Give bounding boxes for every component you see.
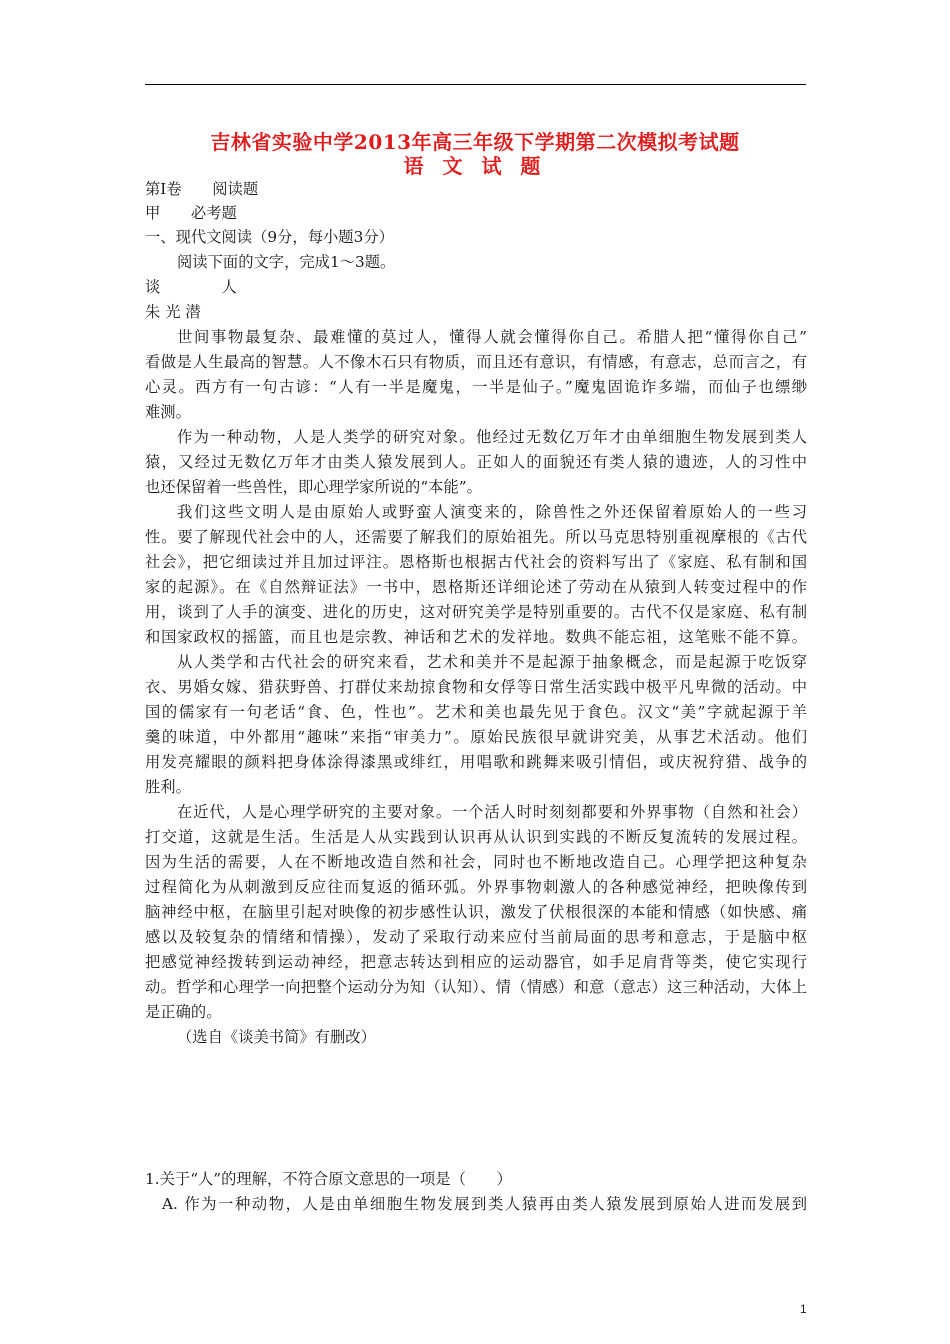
article-author: 朱 光 潜	[145, 303, 201, 321]
article-source: （选自《谈美书简》有删改）	[177, 1028, 376, 1046]
article-line: 和国家政权的摇篮，而且也是宗教、神话和艺术的发祥地。数典不能忘祖，这笔账不能不算。	[145, 628, 807, 646]
article-line: 家的起源》。在《自然辩证法》一书中，恩格斯还详细论述了劳动在从猿到人转变过程中的作	[145, 578, 807, 596]
article-line: 国的儒家有一句老话“食、色，性也”。艺术和美也最先见于食色。汉文“美”字就起源于羊	[145, 703, 807, 721]
article-line: 在近代，人是心理学研究的主要对象。一个活人时时刻刻都要和外界事物（自然和社会）	[177, 803, 807, 821]
question-stem: 1.关于“人”的理解，不符合原文意思的一项是（ ）	[145, 1170, 512, 1188]
article-line: 看做是人生最高的智慧。人不像木石只有物质，而且还有意识，有情感，有意志，总而言之，有	[145, 353, 807, 371]
article-line: 心灵。西方有一句古谚：“人有一半是魔鬼，一半是仙子。”魔鬼固诡诈多端，而仙子也缥缈	[145, 378, 807, 396]
article-line: 猿，又经过无数亿万年才由类人猿发展到人。正如人的面貌还有类人猿的遗迹，人的习性中	[145, 453, 807, 471]
article-line: 性。要了解现代社会中的人，还需要了解我们的原始祖先。所以马克思特别重视摩根的《古代	[145, 528, 807, 546]
article-line: 我们这些文明人是由原始人或野蛮人演变来的，除兽性之外还保留着原始人的一些习	[177, 503, 807, 521]
article-line: 从人类学和古代社会的研究来看，艺术和美并不是起源于抽象概念，而是起源于吃饭穿	[177, 653, 807, 671]
exam-subtitle: 语 文 试 题	[403, 154, 547, 178]
article-line: 胜利。	[145, 778, 191, 796]
part-heading: 甲 必考题	[145, 204, 237, 222]
article-line: 作为一种动物，人是人类学的研究对象。他经过无数亿万年才由单细胞生物发展到类人	[177, 428, 807, 446]
article-line: 用发亮耀眼的颜料把身体涂得漆黑或绯红，用唱歌和跳舞来吸引情侣，或庆祝狩猎、战争的	[145, 753, 807, 771]
article-line: 打交道，这就是生活。生活是人从实践到认识再从认识到实践的不断反复流转的发展过程。	[145, 828, 807, 846]
header-rule	[145, 84, 806, 85]
article-title: 谈 人	[145, 278, 237, 296]
question-option-a: A. 作为一种动物，人是由单细胞生物发展到类人猿再由类人猿发展到原始人进而发展到	[162, 1195, 807, 1213]
exam-title: 吉林省实验中学2013年高三年级下学期第二次模拟考试题	[210, 130, 740, 154]
article-line: 用，谈到了人手的演变、进化的历史，这对研究美学是特别重要的。古代不仅是家庭、私有制	[145, 603, 807, 621]
question-group-heading: 一、现代文阅读（9分，每小题3分）	[145, 228, 394, 246]
article-line: 因为生活的需要，人在不断地改造自然和社会，同时也不断地改造自己。心理学把这种复杂	[145, 853, 807, 871]
article-line: 难测。	[145, 403, 191, 421]
article-line: 世间事物最复杂、最难懂的莫过人，懂得人就会懂得你自己。希腊人把“懂得你自己”	[177, 328, 807, 346]
reading-instruction: 阅读下面的文字，完成1～3题。	[177, 253, 396, 271]
article-line: 也还保留着一些兽性，即心理学家所说的“本能”。	[145, 478, 482, 496]
article-line: 社会》，把它细读过并且加过评注。恩格斯也根据古代社会的资料写出了《家庭、私有制和国	[145, 553, 807, 571]
article-line: 动。哲学和心理学一向把整个运动分为知（认知）、情（情感）和意（意志）这三种活动，大体上	[145, 978, 807, 996]
article-line: 衣、男婚女嫁、猎获野兽、打群仗来劫掠食物和女俘等日常生活实践中极平凡卑微的活动。中	[145, 678, 807, 696]
article-line: 是正确的。	[145, 1003, 222, 1021]
article-line: 把感觉神经拨转到运动神经，把意志转达到相应的运动器官，如手足肩背等类，使它实现行	[145, 953, 807, 971]
volume-heading: 第Ⅰ卷 阅读题	[145, 180, 259, 198]
article-line: 过程简化为从刺激到反应往而复返的循环弧。外界事物刺激人的各种感觉神经，把映像传到	[145, 878, 807, 896]
article-line: 感以及较复杂的情绪和情操），发动了采取行动来应付当前局面的思考和意志，于是脑中枢	[145, 928, 807, 946]
article-line: 羹的味道，中外都用“趣味”来指“审美力”。原始民族很早就讲究美，从事艺术活动。他们	[145, 728, 807, 746]
page-number: 1	[800, 1302, 807, 1316]
article-line: 脑神经中枢，在脑里引起对映像的初步感性认识，激发了伏根很深的本能和情感（如快感、痛	[145, 903, 807, 921]
